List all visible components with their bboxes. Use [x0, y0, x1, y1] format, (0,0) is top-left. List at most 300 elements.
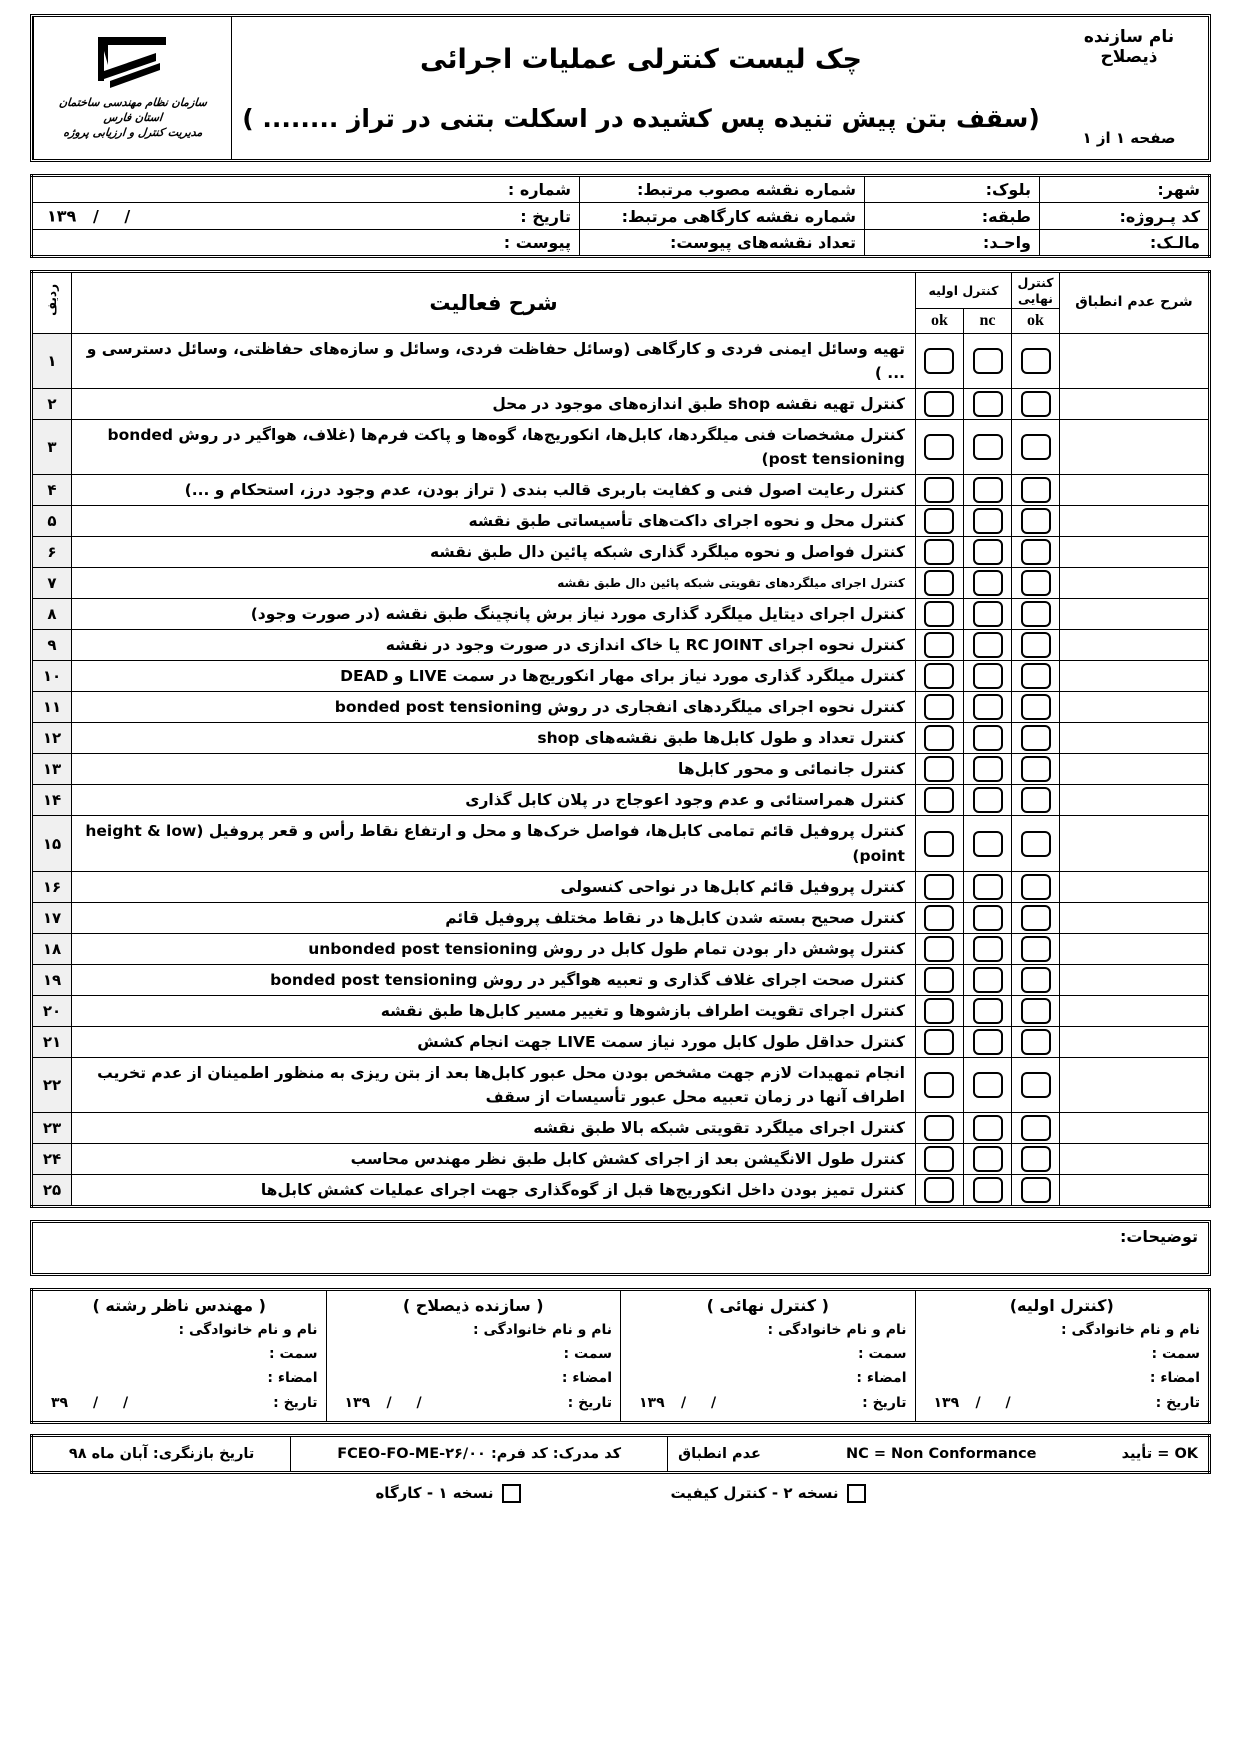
checkbox-nc-cell[interactable]	[964, 537, 1012, 568]
notes-area[interactable]	[30, 1220, 1211, 1276]
checkbox-nc-icon[interactable]	[973, 1115, 1003, 1141]
table-row	[32, 871, 1210, 902]
checkbox-final-ok-icon[interactable]	[1021, 694, 1051, 720]
table-row	[32, 816, 1210, 871]
checkbox-initial-ok-cell[interactable]	[915, 964, 963, 995]
row-number: ۱۱	[32, 692, 72, 723]
checkbox-final-ok-icon[interactable]	[1021, 348, 1051, 374]
table-row	[32, 389, 1210, 420]
block-label: بلوک:	[865, 176, 1040, 203]
checkbox-nc-cell[interactable]	[964, 723, 1012, 754]
nonconformance-input-cell[interactable]	[1060, 871, 1210, 902]
nonconformance-input-cell[interactable]	[1060, 933, 1210, 964]
row-number: ۳	[32, 420, 72, 475]
checkbox-nc-cell[interactable]	[964, 995, 1012, 1026]
checkbox-nc-cell[interactable]	[964, 1026, 1012, 1057]
signature-name-label-2[interactable]: نام و نام خانوادگی :	[472, 1321, 612, 1338]
notes-label: توضیحات:	[1119, 1226, 1198, 1246]
project-code-label: کد پـروژه:	[1040, 203, 1210, 230]
signature-name-label-0[interactable]: نام و نام خانوادگی :	[1060, 1321, 1200, 1338]
checkbox-nc-icon[interactable]	[973, 508, 1003, 534]
checkbox-nc-cell[interactable]	[964, 933, 1012, 964]
checkbox-icon[interactable]	[502, 1484, 521, 1503]
signature-name-label-1[interactable]: نام و نام خانوادگی :	[767, 1321, 907, 1338]
checkbox-initial-ok-cell[interactable]	[915, 420, 963, 475]
checkbox-final-ok-icon[interactable]	[1021, 787, 1051, 813]
activity-description: کنترل نحوه اجرای میلگردهای انفجاری در روش bonded post tensioning	[72, 692, 916, 723]
checkbox-initial-ok-icon[interactable]	[924, 477, 954, 503]
checkbox-initial-ok-icon[interactable]	[924, 539, 954, 565]
checkbox-final-ok-cell[interactable]	[1012, 1026, 1060, 1057]
checkbox-final-ok-icon[interactable]	[1021, 831, 1051, 857]
checkbox-nc-icon[interactable]	[973, 1177, 1003, 1203]
checkbox-nc-icon[interactable]	[973, 477, 1003, 503]
legend-ok: OK = تأیید	[1121, 1445, 1198, 1462]
row-number: ۷	[32, 568, 72, 599]
checkbox-initial-ok-cell[interactable]	[915, 334, 963, 389]
checkbox-final-ok-icon[interactable]	[1021, 508, 1051, 534]
nonconformance-input-cell[interactable]	[1060, 1057, 1210, 1112]
table-row	[32, 599, 1210, 630]
checkbox-initial-ok-icon[interactable]	[924, 391, 954, 417]
checkbox-final-ok-cell[interactable]	[1012, 537, 1060, 568]
table-row	[32, 933, 1210, 964]
signature-date-0[interactable]	[924, 1395, 1201, 1413]
header-nonconformance: شرح عدم انطباق	[1060, 272, 1210, 334]
row-number: ۲۵	[32, 1174, 72, 1206]
table-row	[32, 1143, 1210, 1174]
table-row	[32, 420, 1210, 475]
checkbox-final-ok-cell[interactable]	[1012, 334, 1060, 389]
signature-title-0: (کنترل اولیه)	[1009, 1295, 1114, 1315]
checkbox-initial-ok-cell[interactable]	[915, 1026, 963, 1057]
signature-sign-label-1[interactable]: امضاء :	[856, 1369, 907, 1386]
checkbox-nc-icon[interactable]	[973, 694, 1003, 720]
checkbox-initial-ok-cell[interactable]	[915, 475, 963, 506]
checkbox-final-ok-icon[interactable]	[1021, 477, 1051, 503]
checkbox-initial-ok-cell[interactable]	[915, 1057, 963, 1112]
signature-sign-label-2[interactable]: امضاء :	[561, 1369, 612, 1386]
checkbox-final-ok-cell[interactable]	[1012, 1174, 1060, 1206]
checkbox-final-ok-icon[interactable]	[1021, 663, 1051, 689]
checkbox-final-ok-icon[interactable]	[1021, 601, 1051, 627]
table-row	[32, 723, 1210, 754]
header-row-number-text: ردیف	[45, 284, 59, 317]
checkbox-nc-cell[interactable]	[964, 1112, 1012, 1143]
checkbox-nc-icon[interactable]	[973, 787, 1003, 813]
checkbox-final-ok-icon[interactable]	[1021, 1115, 1051, 1141]
signature-post-label-1[interactable]: سمت :	[858, 1345, 907, 1362]
footer-legend-cell	[668, 1435, 1210, 1472]
checkbox-final-ok-cell[interactable]	[1012, 568, 1060, 599]
activity-description: کنترل همراستائی و عدم وجود اعوجاج در پلان کابل گذاری	[72, 785, 916, 816]
checkbox-nc-icon[interactable]	[973, 570, 1003, 596]
checkbox-nc-icon[interactable]	[973, 601, 1003, 627]
row-number: ۱۹	[32, 964, 72, 995]
building-engineering-org-logo-icon	[90, 35, 176, 93]
checkbox-final-ok-icon[interactable]	[1021, 1146, 1051, 1172]
nonconformance-input-cell[interactable]	[1060, 334, 1210, 389]
checkbox-final-ok-cell[interactable]	[1012, 902, 1060, 933]
table-row	[32, 630, 1210, 661]
checkbox-initial-ok-cell[interactable]	[915, 1112, 963, 1143]
checkbox-nc-icon[interactable]	[973, 663, 1003, 689]
checkbox-nc-cell[interactable]	[964, 568, 1012, 599]
table-row	[32, 754, 1210, 785]
table-row	[32, 964, 1210, 995]
checkbox-initial-ok-cell[interactable]	[915, 568, 963, 599]
checkbox-final-ok-cell[interactable]	[1012, 933, 1060, 964]
copy-option-2-label: نسخه ۲ - کنترل کیفیت	[670, 1484, 839, 1503]
checkbox-nc-icon[interactable]	[973, 1029, 1003, 1055]
signature-cell-3	[32, 1289, 327, 1422]
checkbox-initial-ok-cell[interactable]	[915, 1174, 963, 1206]
activity-description: کنترل پروفیل قائم تمامی کابل‌ها، فواصل خرک‌ها و محل و ارتفاع نقاط رأس و قعر پروفیل (height & low point)	[72, 816, 916, 871]
signature-date-year-2: ۱۳۹	[344, 1394, 371, 1411]
checkbox-initial-ok-icon[interactable]	[924, 998, 954, 1024]
checkbox-nc-cell[interactable]	[964, 475, 1012, 506]
checkbox-final-ok-icon[interactable]	[1021, 632, 1051, 658]
checkbox-nc-icon[interactable]	[973, 1146, 1003, 1172]
checkbox-final-ok-cell[interactable]	[1012, 871, 1060, 902]
checkbox-final-ok-icon[interactable]	[1021, 391, 1051, 417]
activity-description: کنترل صحت اجرای غلاف گذاری و تعبیه هواگیر در روش bonded post tensioning	[72, 964, 916, 995]
checkbox-initial-ok-icon[interactable]	[924, 967, 954, 993]
checkbox-final-ok-cell[interactable]	[1012, 630, 1060, 661]
row-number: ۱	[32, 334, 72, 389]
signature-name-label-3[interactable]: نام و نام خانوادگی :	[178, 1321, 318, 1338]
signature-date-3[interactable]	[41, 1395, 318, 1413]
nonconformance-input-cell[interactable]	[1060, 964, 1210, 995]
checkbox-final-ok-cell[interactable]	[1012, 964, 1060, 995]
table-row	[32, 692, 1210, 723]
checkbox-final-ok-cell[interactable]	[1012, 475, 1060, 506]
checkbox-initial-ok-cell[interactable]	[915, 599, 963, 630]
nonconformance-input-cell[interactable]	[1060, 389, 1210, 420]
checkbox-initial-ok-icon[interactable]	[924, 787, 954, 813]
checkbox-initial-ok-icon[interactable]	[924, 1177, 954, 1203]
activity-description: کنترل پوشش دار بودن تمام طول کابل در روش unbonded post tensioning	[72, 933, 916, 964]
checkbox-initial-ok-icon[interactable]	[924, 874, 954, 900]
checkbox-nc-icon[interactable]	[973, 1072, 1003, 1098]
copy-option-1-label: نسخه ۱ - کارگاه	[375, 1484, 494, 1503]
checkbox-nc-icon[interactable]	[973, 391, 1003, 417]
nonconformance-input-cell[interactable]	[1060, 506, 1210, 537]
checkbox-nc-cell[interactable]	[964, 871, 1012, 902]
footer-block	[30, 1434, 1211, 1503]
checklist-table	[30, 270, 1211, 1208]
date-field[interactable]	[32, 203, 580, 230]
checkbox-final-ok-cell[interactable]	[1012, 389, 1060, 420]
checklist-body	[32, 334, 1210, 1206]
row-number: ۴	[32, 475, 72, 506]
checkbox-nc-icon[interactable]	[973, 632, 1003, 658]
date-year: ۱۳۹	[47, 206, 77, 226]
checkbox-nc-cell[interactable]	[964, 506, 1012, 537]
nonconformance-input-cell[interactable]	[1060, 785, 1210, 816]
table-row	[32, 568, 1210, 599]
checkbox-nc-cell[interactable]	[964, 692, 1012, 723]
activity-description: کنترل اجرای تقویت اطراف بازشوها و تغییر مسیر کابل‌ها طبق نقشه	[72, 995, 916, 1026]
checkbox-initial-ok-icon[interactable]	[924, 756, 954, 782]
checkbox-initial-ok-icon[interactable]	[924, 694, 954, 720]
activity-description: کنترل فواصل و نحوه میلگرد گذاری شبکه پائین دال طبق نقشه	[72, 537, 916, 568]
checkbox-nc-icon[interactable]	[973, 998, 1003, 1024]
checkbox-nc-cell[interactable]	[964, 816, 1012, 871]
number-field[interactable]	[32, 176, 580, 203]
checkbox-nc-cell[interactable]	[964, 389, 1012, 420]
checkbox-initial-ok-icon[interactable]	[924, 1146, 954, 1172]
nonconformance-input-cell[interactable]	[1060, 420, 1210, 475]
checkbox-final-ok-icon[interactable]	[1021, 905, 1051, 931]
header-final-control: کنترل نهایی	[1012, 272, 1060, 309]
table-row	[32, 661, 1210, 692]
checkbox-final-ok-cell[interactable]	[1012, 785, 1060, 816]
org-line-2: استان فارس	[102, 111, 163, 125]
maker-cell	[1050, 17, 1208, 159]
signature-date-2[interactable]	[335, 1395, 613, 1413]
nonconformance-input-cell[interactable]	[1060, 902, 1210, 933]
checkbox-final-ok-icon[interactable]	[1021, 725, 1051, 751]
checkbox-nc-cell[interactable]	[964, 630, 1012, 661]
document-title: چک لیست کنترلی عملیات اجرائی	[420, 43, 862, 75]
activity-description: کنترل اجرای میلگرد تقویتی شبکه بالا طبق نقشه	[72, 1112, 916, 1143]
number-label: شماره :	[507, 180, 571, 199]
signature-post-label-0[interactable]: سمت :	[1151, 1345, 1200, 1362]
checkbox-nc-icon[interactable]	[973, 756, 1003, 782]
checkbox-final-ok-icon[interactable]	[1021, 967, 1051, 993]
checkbox-initial-ok-icon[interactable]	[924, 936, 954, 962]
checkbox-initial-ok-icon[interactable]	[924, 1029, 954, 1055]
checkbox-initial-ok-icon[interactable]	[924, 905, 954, 931]
nonconformance-input-cell[interactable]	[1060, 1112, 1210, 1143]
checkbox-final-ok-icon[interactable]	[1021, 1177, 1051, 1203]
nonconformance-input-cell[interactable]	[1060, 599, 1210, 630]
header-row-number	[32, 272, 72, 334]
nonconformance-input-cell[interactable]	[1060, 754, 1210, 785]
checkbox-nc-cell[interactable]	[964, 964, 1012, 995]
activity-description: کنترل مشخصات فنی میلگردها، کابل‌ها، انکوریج‌ها، گوه‌ها و پاکت فرم‌ها (غلاف، هواگیر در روش bonded post tensioning)	[72, 420, 916, 475]
owner-label: مالـک:	[1040, 230, 1210, 257]
checkbox-final-ok-cell[interactable]	[1012, 1057, 1060, 1112]
checkbox-initial-ok-icon[interactable]	[924, 632, 954, 658]
checkbox-initial-ok-cell[interactable]	[915, 754, 963, 785]
checkbox-initial-ok-cell[interactable]	[915, 1143, 963, 1174]
checkbox-initial-ok-cell[interactable]	[915, 537, 963, 568]
checkbox-initial-ok-icon[interactable]	[924, 601, 954, 627]
checkbox-final-ok-icon[interactable]	[1021, 874, 1051, 900]
signature-date-slashes-3: / /	[93, 1394, 139, 1411]
checkbox-nc-cell[interactable]	[964, 754, 1012, 785]
activity-description: کنترل رعایت اصول فنی و کفایت باربری قالب بندی ( تراز بودن، عدم وجود درز، استحکام و ...)	[72, 475, 916, 506]
checkbox-initial-ok-cell[interactable]	[915, 816, 963, 871]
checkbox-initial-ok-icon[interactable]	[924, 570, 954, 596]
attachment-label: پیوست :	[503, 233, 571, 252]
title-block	[30, 14, 1211, 162]
checkbox-nc-icon[interactable]	[973, 905, 1003, 931]
meta-block	[30, 174, 1211, 258]
organization-logo-cell	[33, 17, 231, 159]
checkbox-nc-cell[interactable]	[964, 1174, 1012, 1206]
checkbox-final-ok-icon[interactable]	[1021, 1072, 1051, 1098]
checkbox-nc-cell[interactable]	[964, 1143, 1012, 1174]
signatures-row	[32, 1289, 1210, 1422]
table-row	[32, 995, 1210, 1026]
table-row	[32, 506, 1210, 537]
checkbox-nc-icon[interactable]	[973, 539, 1003, 565]
checkbox-initial-ok-cell[interactable]	[915, 871, 963, 902]
checkbox-final-ok-cell[interactable]	[1012, 995, 1060, 1026]
checkbox-final-ok-cell[interactable]	[1012, 816, 1060, 871]
nonconformance-input-cell[interactable]	[1060, 661, 1210, 692]
checkbox-icon[interactable]	[847, 1484, 866, 1503]
checkbox-final-ok-icon[interactable]	[1021, 570, 1051, 596]
checkbox-nc-cell[interactable]	[964, 599, 1012, 630]
date-slashes: / /	[93, 206, 141, 226]
row-number: ۲	[32, 389, 72, 420]
checkbox-nc-icon[interactable]	[973, 874, 1003, 900]
nonconformance-input-cell[interactable]	[1060, 1143, 1210, 1174]
nonconformance-input-cell[interactable]	[1060, 1174, 1210, 1206]
signature-date-slashes-1: / /	[681, 1394, 727, 1411]
signature-title-1: ( کنترل نهائی )	[706, 1295, 829, 1315]
checkbox-nc-cell[interactable]	[964, 661, 1012, 692]
table-row	[32, 1057, 1210, 1112]
signature-date-label-0: تاریخ :	[1155, 1394, 1200, 1411]
document-subtitle: (سقف بتن پیش تنیده پس کشیده در اسکلت بتنی در تراز ........ )	[242, 103, 1040, 133]
signature-date-year-1: ۱۳۹	[639, 1394, 665, 1411]
copy-option-2[interactable]	[671, 1484, 866, 1503]
nonconformance-input-cell[interactable]	[1060, 568, 1210, 599]
checkbox-nc-cell[interactable]	[964, 334, 1012, 389]
header-ok-final: ok	[1012, 309, 1060, 334]
row-number: ۲۳	[32, 1112, 72, 1143]
checkbox-initial-ok-icon[interactable]	[924, 1072, 954, 1098]
checkbox-initial-ok-cell[interactable]	[915, 692, 963, 723]
checkbox-final-ok-cell[interactable]	[1012, 506, 1060, 537]
checkbox-nc-icon[interactable]	[973, 348, 1003, 374]
checkbox-nc-icon[interactable]	[973, 967, 1003, 993]
checkbox-final-ok-icon[interactable]	[1021, 936, 1051, 962]
checkbox-initial-ok-icon[interactable]	[924, 434, 954, 460]
checkbox-initial-ok-icon[interactable]	[924, 1115, 954, 1141]
checkbox-initial-ok-cell[interactable]	[915, 933, 963, 964]
activity-description: کنترل تعداد و طول کابل‌ها طبق نقشه‌های shop	[72, 723, 916, 754]
checkbox-nc-cell[interactable]	[964, 902, 1012, 933]
nonconformance-input-cell[interactable]	[1060, 692, 1210, 723]
nonconformance-input-cell[interactable]	[1060, 630, 1210, 661]
row-number: ۱۰	[32, 661, 72, 692]
checkbox-nc-cell[interactable]	[964, 785, 1012, 816]
checkbox-initial-ok-cell[interactable]	[915, 389, 963, 420]
signature-sign-label-3[interactable]: امضاء :	[267, 1369, 318, 1386]
checkbox-initial-ok-cell[interactable]	[915, 661, 963, 692]
checkbox-final-ok-icon[interactable]	[1021, 998, 1051, 1024]
signature-post-label-3[interactable]: سمت :	[269, 1345, 318, 1362]
checkbox-final-ok-cell[interactable]	[1012, 420, 1060, 475]
signature-date-label-3: تاریخ :	[273, 1394, 318, 1411]
activity-description: کنترل اجرای میلگردهای تقویتی شبکه پائین دال طبق نقشه	[72, 568, 916, 599]
signature-title-2: ( سازنده ذیصلاح )	[402, 1295, 544, 1315]
table-row	[32, 475, 1210, 506]
nonconformance-input-cell[interactable]	[1060, 995, 1210, 1026]
checkbox-initial-ok-icon[interactable]	[924, 663, 954, 689]
signatures-block	[30, 1288, 1211, 1424]
checkbox-final-ok-icon[interactable]	[1021, 756, 1051, 782]
checkbox-final-ok-cell[interactable]	[1012, 1143, 1060, 1174]
checkbox-final-ok-cell[interactable]	[1012, 599, 1060, 630]
row-number: ۱۶	[32, 871, 72, 902]
row-number: ۱۴	[32, 785, 72, 816]
checkbox-nc-icon[interactable]	[973, 936, 1003, 962]
attachment-field[interactable]	[32, 230, 580, 257]
table-row	[32, 1112, 1210, 1143]
signature-post-label-2[interactable]: سمت :	[563, 1345, 612, 1362]
checkbox-nc-icon[interactable]	[973, 434, 1003, 460]
checkbox-nc-cell[interactable]	[964, 1057, 1012, 1112]
checkbox-initial-ok-icon[interactable]	[924, 725, 954, 751]
nonconformance-input-cell[interactable]	[1060, 537, 1210, 568]
checkbox-initial-ok-cell[interactable]	[915, 902, 963, 933]
maker-label: نام سازنده ذیصلاح	[1083, 27, 1175, 67]
signature-sign-label-0[interactable]: امضاء :	[1149, 1369, 1200, 1386]
checkbox-nc-cell[interactable]	[964, 420, 1012, 475]
activity-description: کنترل صحیح بسته شدن کابل‌ها در نقاط مختلف پروفیل قائم	[72, 902, 916, 933]
row-number: ۶	[32, 537, 72, 568]
nonconformance-input-cell[interactable]	[1060, 475, 1210, 506]
title-cell	[231, 17, 1050, 159]
checkbox-initial-ok-cell[interactable]	[915, 723, 963, 754]
activity-description: کنترل محل و نحوه اجرای داکت‌های تأسیساتی طبق نقشه	[72, 506, 916, 537]
checkbox-initial-ok-cell[interactable]	[915, 506, 963, 537]
checkbox-initial-ok-cell[interactable]	[915, 785, 963, 816]
checkbox-final-ok-cell[interactable]	[1012, 723, 1060, 754]
signature-date-label-1: تاریخ :	[862, 1394, 907, 1411]
header-activity: شرح فعالیت	[72, 272, 916, 334]
checkbox-final-ok-cell[interactable]	[1012, 1112, 1060, 1143]
checkbox-final-ok-cell[interactable]	[1012, 754, 1060, 785]
footer-doc-code: کد مدرک: کد فرم: FCEO-FO-ME-۲۶/۰۰	[291, 1435, 668, 1472]
checkbox-final-ok-cell[interactable]	[1012, 661, 1060, 692]
activity-description: کنترل نحوه اجرای RC JOINT یا خاک اندازی در صورت وجود در نقشه	[72, 630, 916, 661]
footer-revision-date: تاریخ بازنگری: آبان ماه ۹۸	[32, 1435, 291, 1472]
approved-drawing-label: شماره نقشه مصوب مرتبط:	[580, 176, 865, 203]
signature-date-slashes-0: / /	[975, 1394, 1021, 1411]
checkbox-nc-icon[interactable]	[973, 725, 1003, 751]
copies-row	[30, 1484, 1211, 1503]
activity-description: کنترل پروفیل قائم کابل‌ها در نواحی کنسولی	[72, 871, 916, 902]
row-number: ۱۳	[32, 754, 72, 785]
table-row	[32, 334, 1210, 389]
checkbox-final-ok-icon[interactable]	[1021, 434, 1051, 460]
checkbox-initial-ok-icon[interactable]	[924, 831, 954, 857]
signature-date-1[interactable]	[629, 1395, 907, 1413]
checkbox-nc-icon[interactable]	[973, 831, 1003, 857]
row-number: ۲۲	[32, 1057, 72, 1112]
nonconformance-input-cell[interactable]	[1060, 816, 1210, 871]
checkbox-initial-ok-cell[interactable]	[915, 995, 963, 1026]
signature-date-year-0: ۱۳۹	[933, 1394, 960, 1411]
copy-option-1[interactable]	[375, 1484, 520, 1503]
checkbox-initial-ok-icon[interactable]	[924, 508, 954, 534]
checkbox-final-ok-cell[interactable]	[1012, 692, 1060, 723]
checkbox-final-ok-icon[interactable]	[1021, 1029, 1051, 1055]
checkbox-final-ok-icon[interactable]	[1021, 539, 1051, 565]
nonconformance-input-cell[interactable]	[1060, 723, 1210, 754]
checkbox-initial-ok-icon[interactable]	[924, 348, 954, 374]
checkbox-initial-ok-cell[interactable]	[915, 630, 963, 661]
nonconformance-input-cell[interactable]	[1060, 1026, 1210, 1057]
